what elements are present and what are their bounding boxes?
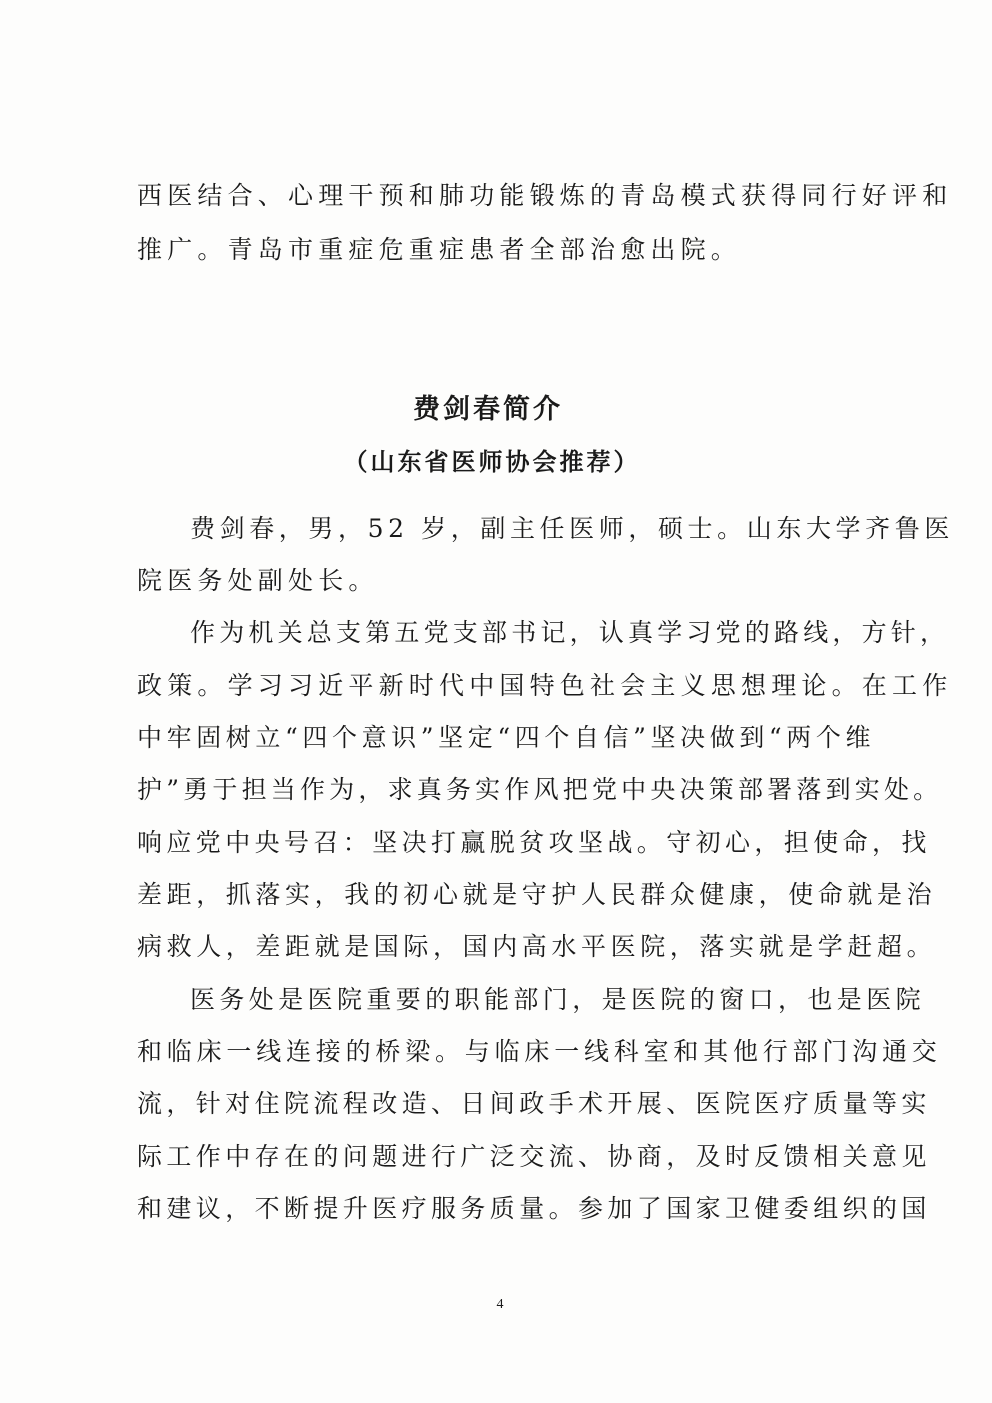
- paragraph-2-line-2: 政策。学习习近平新时代中国特色社会主义思想理论。在工作: [137, 671, 953, 700]
- paragraph-1-line-1: 费剑春，男，52 岁，副主任医师，硕士。山东大学齐鲁医: [190, 514, 954, 543]
- paragraph-2-line-7: 病救人，差距就是国际，国内高水平医院，落实就是学赶超。: [137, 932, 937, 961]
- paragraph-2-line-1: 作为机关总支第五党支部书记，认真学习党的路线，方针，: [190, 618, 950, 647]
- page-number: 4: [496, 1297, 504, 1312]
- paragraph-1-line-2: 院医务处副处长。: [137, 566, 379, 595]
- paragraph-2-line-3: 中牢固树立“四个意识”坚定“四个自信”坚决做到“两个维: [137, 723, 876, 752]
- paragraph-3-line-4: 际工作中存在的问题进行广泛交流、协商，及时反馈相关意见: [137, 1142, 931, 1171]
- intro-line-1: 西医结合、心理干预和肺功能锻炼的青岛模式获得同行好评和: [137, 181, 953, 210]
- profile-subtitle: （山东省医师协会推荐）: [343, 448, 641, 476]
- paragraph-3-line-5: 和建议，不断提升医疗服务质量。参加了国家卫健委组织的国: [137, 1194, 931, 1223]
- paragraph-3-line-1: 医务处是医院重要的职能部门，是医院的窗口，也是医院: [190, 985, 926, 1014]
- profile-title: 费剑春简介: [413, 394, 563, 425]
- intro-line-2: 推广。青岛市重症危重症患者全部治愈出院。: [137, 235, 742, 264]
- paragraph-2-line-5: 响应党中央号召：坚决打赢脱贫攻坚战。守初心，担使命，找: [137, 828, 931, 857]
- paragraph-3-line-3: 流，针对住院流程改造、日间政手术开展、医院医疗质量等实: [137, 1089, 931, 1118]
- paragraph-3-line-2: 和临床一线连接的桥梁。与临床一线科室和其他行部门沟通交: [137, 1037, 942, 1066]
- paragraph-2-line-4: 护”勇于担当作为，求真务实作风把党中央决策部署落到实处。: [137, 775, 943, 804]
- paragraph-2-line-6: 差距，抓落实，我的初心就是守护人民群众健康，使命就是治: [137, 880, 937, 909]
